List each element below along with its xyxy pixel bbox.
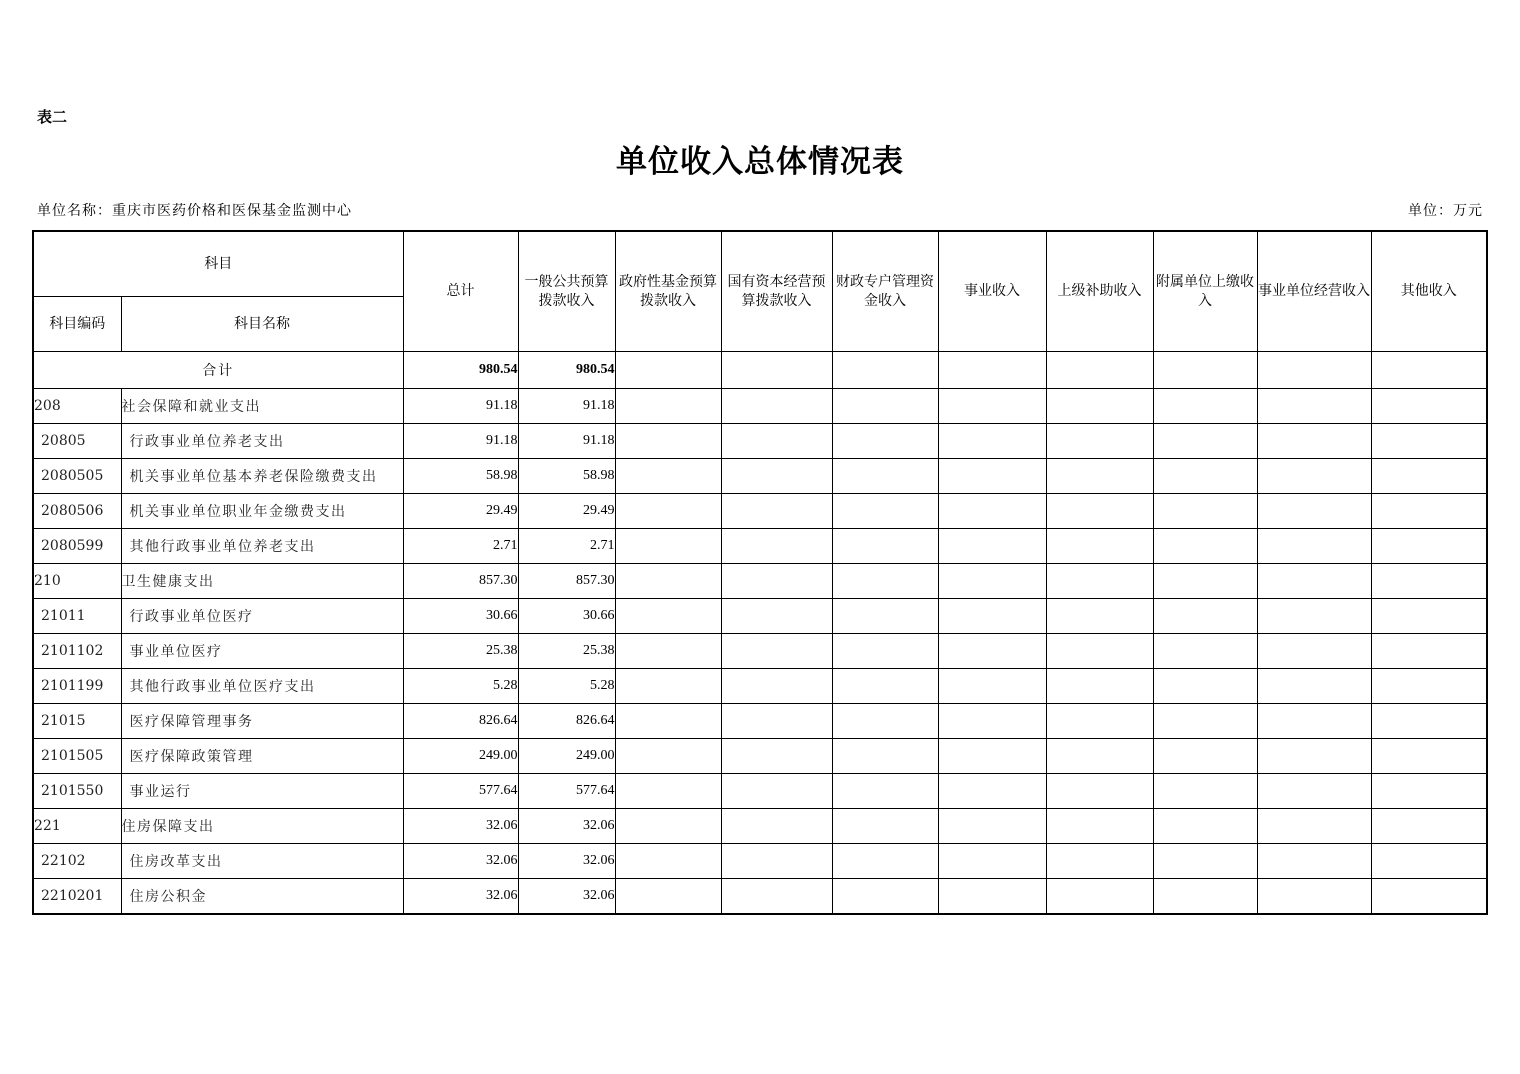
total-value: 32.06 — [403, 844, 518, 879]
empty-cell — [1046, 494, 1153, 529]
general-budget-value: 58.98 — [518, 459, 615, 494]
empty-cell — [1046, 529, 1153, 564]
subject-name: 卫生健康支出 — [121, 564, 403, 599]
subject-code: 2080599 — [33, 529, 121, 564]
header-total: 总计 — [403, 231, 518, 352]
empty-cell — [1153, 704, 1257, 739]
empty-cell — [832, 599, 938, 634]
empty-cell — [832, 494, 938, 529]
empty-cell — [1371, 424, 1487, 459]
unit-label: 单位：万元 — [1408, 203, 1483, 219]
subject-name: 医疗保障管理事务 — [121, 704, 403, 739]
table-row — [33, 704, 1487, 739]
empty-cell — [615, 459, 721, 494]
header-gov-fund: 政府性基金预算拨款收入 — [615, 231, 721, 352]
table-row — [33, 774, 1487, 809]
total-value: 91.18 — [403, 424, 518, 459]
total-value: 29.49 — [403, 494, 518, 529]
table-row — [33, 669, 1487, 704]
empty-cell — [1257, 564, 1371, 599]
empty-cell — [1046, 564, 1153, 599]
subject-name: 行政事业单位医疗 — [121, 599, 403, 634]
empty-cell — [1371, 529, 1487, 564]
header-state-capital: 国有资本经营预算拨款收入 — [721, 231, 832, 352]
empty-cell — [1153, 669, 1257, 704]
subject-code: 21011 — [33, 599, 121, 634]
empty-cell — [1371, 494, 1487, 529]
empty-cell — [1371, 352, 1487, 389]
empty-cell — [938, 424, 1046, 459]
total-value: 91.18 — [403, 389, 518, 424]
empty-cell — [1046, 704, 1153, 739]
empty-cell — [615, 704, 721, 739]
empty-cell — [938, 564, 1046, 599]
empty-cell — [938, 352, 1046, 389]
empty-cell — [1371, 809, 1487, 844]
subject-name: 医疗保障政策管理 — [121, 739, 403, 774]
header-other-income: 其他收入 — [1371, 231, 1487, 352]
empty-cell — [1046, 352, 1153, 389]
empty-cell — [1046, 599, 1153, 634]
empty-cell — [615, 424, 721, 459]
empty-cell — [938, 809, 1046, 844]
subject-code: 221 — [33, 809, 121, 844]
empty-cell — [1153, 774, 1257, 809]
empty-cell — [1371, 669, 1487, 704]
empty-cell — [721, 529, 832, 564]
empty-cell — [1046, 424, 1153, 459]
empty-cell — [721, 879, 832, 915]
subject-name: 其他行政事业单位养老支出 — [121, 529, 403, 564]
table-number: 表二 — [37, 108, 68, 126]
header-affiliated-payment: 附属单位上缴收入 — [1153, 231, 1257, 352]
total-value: 2.71 — [403, 529, 518, 564]
total-value: 32.06 — [403, 809, 518, 844]
empty-cell — [615, 389, 721, 424]
empty-cell — [1046, 389, 1153, 424]
empty-cell — [832, 704, 938, 739]
empty-cell — [721, 424, 832, 459]
subject-code: 2210201 — [33, 879, 121, 915]
table-row — [33, 634, 1487, 669]
general-budget-value: 25.38 — [518, 634, 615, 669]
empty-cell — [1046, 739, 1153, 774]
empty-cell — [1257, 424, 1371, 459]
table-row — [33, 459, 1487, 494]
empty-cell — [615, 844, 721, 879]
empty-cell — [1371, 634, 1487, 669]
empty-cell — [832, 459, 938, 494]
empty-cell — [832, 352, 938, 389]
table-row — [33, 529, 1487, 564]
total-general-budget: 980.54 — [518, 352, 615, 389]
empty-cell — [1257, 809, 1371, 844]
empty-cell — [1153, 564, 1257, 599]
subject-code: 210 — [33, 564, 121, 599]
general-budget-value: 32.06 — [518, 844, 615, 879]
empty-cell — [721, 564, 832, 599]
total-value: 5.28 — [403, 669, 518, 704]
empty-cell — [1046, 844, 1153, 879]
subject-code: 2080505 — [33, 459, 121, 494]
empty-cell — [615, 634, 721, 669]
subject-code: 2080506 — [33, 494, 121, 529]
total-total: 980.54 — [403, 352, 518, 389]
empty-cell — [721, 739, 832, 774]
subject-name: 事业运行 — [121, 774, 403, 809]
general-budget-value: 91.18 — [518, 424, 615, 459]
empty-cell — [1371, 844, 1487, 879]
empty-cell — [938, 494, 1046, 529]
empty-cell — [832, 634, 938, 669]
empty-cell — [1257, 494, 1371, 529]
empty-cell — [832, 879, 938, 915]
table-row — [33, 599, 1487, 634]
empty-cell — [615, 879, 721, 915]
subject-name: 行政事业单位养老支出 — [121, 424, 403, 459]
header-business-income: 事业收入 — [938, 231, 1046, 352]
empty-cell — [721, 704, 832, 739]
total-value: 30.66 — [403, 599, 518, 634]
empty-cell — [1257, 352, 1371, 389]
general-budget-value: 249.00 — [518, 739, 615, 774]
table-row — [33, 564, 1487, 599]
general-budget-value: 32.06 — [518, 809, 615, 844]
empty-cell — [938, 389, 1046, 424]
empty-cell — [938, 599, 1046, 634]
empty-cell — [615, 529, 721, 564]
empty-cell — [1257, 774, 1371, 809]
subject-name: 社会保障和就业支出 — [121, 389, 403, 424]
empty-cell — [938, 739, 1046, 774]
empty-cell — [1257, 529, 1371, 564]
empty-cell — [938, 704, 1046, 739]
general-budget-value: 5.28 — [518, 669, 615, 704]
subject-name: 住房保障支出 — [121, 809, 403, 844]
empty-cell — [1046, 774, 1153, 809]
total-row — [33, 352, 1487, 389]
empty-cell — [615, 739, 721, 774]
total-value: 32.06 — [403, 879, 518, 915]
empty-cell — [721, 599, 832, 634]
total-value: 249.00 — [403, 739, 518, 774]
subject-name: 事业单位医疗 — [121, 634, 403, 669]
total-value: 857.30 — [403, 564, 518, 599]
header-superior-subsidy: 上级补助收入 — [1046, 231, 1153, 352]
total-value: 577.64 — [403, 774, 518, 809]
empty-cell — [1257, 389, 1371, 424]
empty-cell — [721, 774, 832, 809]
empty-cell — [1257, 599, 1371, 634]
general-budget-value: 2.71 — [518, 529, 615, 564]
table-row — [33, 389, 1487, 424]
empty-cell — [938, 459, 1046, 494]
empty-cell — [1153, 879, 1257, 915]
empty-cell — [1153, 389, 1257, 424]
header-general-budget: 一般公共预算拨款收入 — [518, 231, 615, 352]
subject-code: 22102 — [33, 844, 121, 879]
empty-cell — [615, 669, 721, 704]
general-budget-value: 91.18 — [518, 389, 615, 424]
empty-cell — [938, 774, 1046, 809]
table-row — [33, 424, 1487, 459]
empty-cell — [1046, 879, 1153, 915]
empty-cell — [1257, 739, 1371, 774]
empty-cell — [832, 564, 938, 599]
general-budget-value: 32.06 — [518, 879, 615, 915]
empty-cell — [1257, 459, 1371, 494]
empty-cell — [1153, 424, 1257, 459]
total-value: 58.98 — [403, 459, 518, 494]
subject-name: 住房公积金 — [121, 879, 403, 915]
empty-cell — [721, 389, 832, 424]
empty-cell — [832, 809, 938, 844]
empty-cell — [615, 352, 721, 389]
empty-cell — [832, 739, 938, 774]
subject-code: 2101199 — [33, 669, 121, 704]
subject-code: 2101505 — [33, 739, 121, 774]
empty-cell — [615, 599, 721, 634]
empty-cell — [832, 529, 938, 564]
empty-cell — [721, 459, 832, 494]
empty-cell — [721, 809, 832, 844]
header-business-operation: 事业单位经营收入 — [1257, 231, 1371, 352]
empty-cell — [721, 844, 832, 879]
empty-cell — [1371, 599, 1487, 634]
empty-cell — [1257, 634, 1371, 669]
empty-cell — [1371, 389, 1487, 424]
table-row — [33, 879, 1487, 915]
empty-cell — [1046, 634, 1153, 669]
empty-cell — [938, 669, 1046, 704]
empty-cell — [1046, 459, 1153, 494]
empty-cell — [721, 494, 832, 529]
empty-cell — [1257, 669, 1371, 704]
table-row — [33, 809, 1487, 844]
empty-cell — [1153, 529, 1257, 564]
empty-cell — [938, 634, 1046, 669]
subject-code: 2101550 — [33, 774, 121, 809]
empty-cell — [938, 879, 1046, 915]
document-title: 单位收入总体情况表 — [616, 144, 904, 180]
header-subject-code: 科目编码 — [33, 297, 121, 352]
empty-cell — [1153, 739, 1257, 774]
empty-cell — [832, 774, 938, 809]
empty-cell — [1371, 704, 1487, 739]
total-label: 合计 — [33, 352, 403, 389]
unit-name: 单位名称：重庆市医药价格和医保基金监测中心 — [37, 203, 352, 219]
empty-cell — [615, 774, 721, 809]
empty-cell — [1371, 459, 1487, 494]
general-budget-value: 29.49 — [518, 494, 615, 529]
empty-cell — [1046, 809, 1153, 844]
header-special-account: 财政专户管理资金收入 — [832, 231, 938, 352]
empty-cell — [1257, 879, 1371, 915]
empty-cell — [1153, 809, 1257, 844]
subject-name: 住房改革支出 — [121, 844, 403, 879]
empty-cell — [721, 352, 832, 389]
empty-cell — [1371, 739, 1487, 774]
table-row — [33, 494, 1487, 529]
empty-cell — [721, 669, 832, 704]
general-budget-value: 826.64 — [518, 704, 615, 739]
subject-code: 208 — [33, 389, 121, 424]
empty-cell — [1153, 634, 1257, 669]
subject-code: 2101102 — [33, 634, 121, 669]
empty-cell — [1153, 844, 1257, 879]
general-budget-value: 857.30 — [518, 564, 615, 599]
empty-cell — [832, 844, 938, 879]
empty-cell — [1257, 844, 1371, 879]
table-row — [33, 739, 1487, 774]
general-budget-value: 577.64 — [518, 774, 615, 809]
income-table — [32, 230, 1488, 915]
total-value: 25.38 — [403, 634, 518, 669]
subject-name: 机关事业单位基本养老保险缴费支出 — [121, 459, 403, 494]
subject-code: 21015 — [33, 704, 121, 739]
general-budget-value: 30.66 — [518, 599, 615, 634]
empty-cell — [1371, 774, 1487, 809]
empty-cell — [1371, 879, 1487, 915]
header-subject-name: 科目名称 — [121, 297, 403, 352]
empty-cell — [1153, 352, 1257, 389]
empty-cell — [938, 844, 1046, 879]
empty-cell — [832, 424, 938, 459]
table-row — [33, 844, 1487, 879]
empty-cell — [1371, 564, 1487, 599]
empty-cell — [1257, 704, 1371, 739]
empty-cell — [1153, 459, 1257, 494]
empty-cell — [832, 389, 938, 424]
empty-cell — [1153, 599, 1257, 634]
subject-name: 机关事业单位职业年金缴费支出 — [121, 494, 403, 529]
empty-cell — [615, 494, 721, 529]
total-value: 826.64 — [403, 704, 518, 739]
subject-code: 20805 — [33, 424, 121, 459]
empty-cell — [1046, 669, 1153, 704]
subject-name: 其他行政事业单位医疗支出 — [121, 669, 403, 704]
empty-cell — [615, 564, 721, 599]
empty-cell — [1153, 494, 1257, 529]
empty-cell — [832, 669, 938, 704]
empty-cell — [721, 634, 832, 669]
header-subject: 科目 — [33, 231, 403, 297]
empty-cell — [938, 529, 1046, 564]
empty-cell — [615, 809, 721, 844]
